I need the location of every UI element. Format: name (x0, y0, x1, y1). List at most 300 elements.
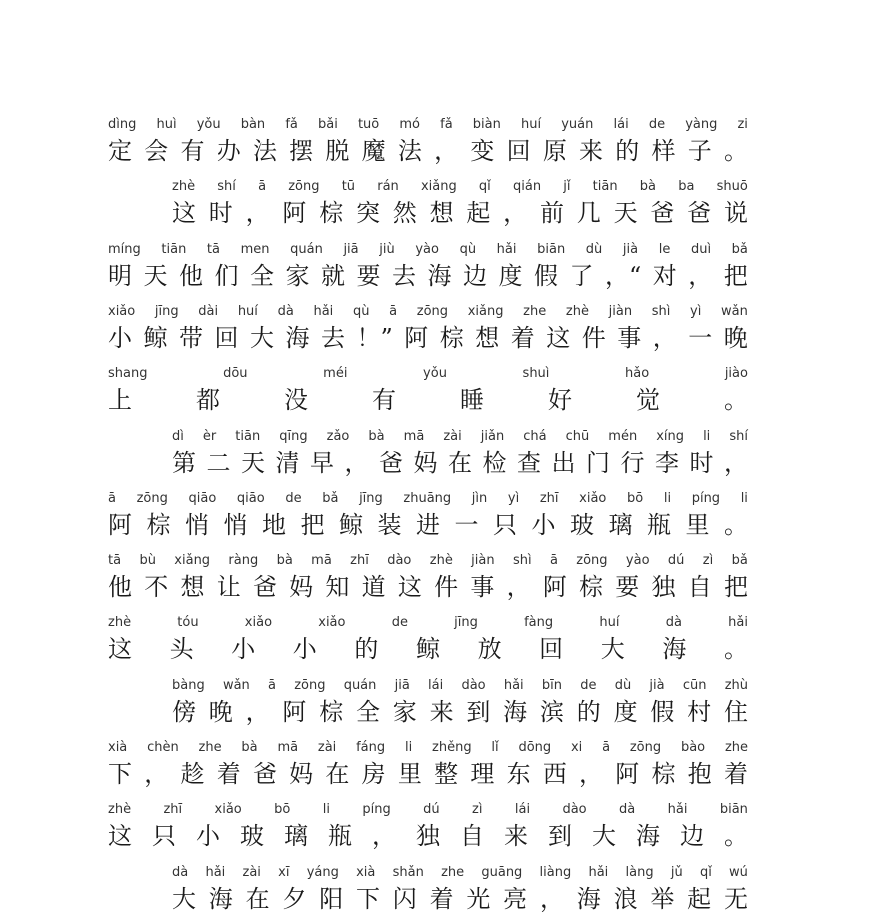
hanzi-char: 棕 (439, 323, 464, 352)
hanzi-char: 晚 (723, 323, 748, 352)
pinyin-syllable: shuì (522, 366, 550, 382)
hanzi-char: ， (724, 448, 748, 477)
pinyin-syllable: xiǎo (244, 615, 273, 631)
pinyin-syllable: bà (276, 553, 293, 569)
hanzi-char: 道 (361, 573, 386, 602)
hanzi-char: 爸 (252, 760, 277, 788)
hanzi-char: ， (506, 573, 531, 602)
pinyin-syllable: huì (156, 117, 177, 132)
hanzi-char: 独 (416, 822, 440, 851)
hanzi-char: 举 (650, 884, 675, 913)
hanzi-char: 小 (292, 635, 317, 664)
pinyin-syllable: shì (512, 553, 532, 569)
hanzi-char: 大 (600, 635, 625, 664)
hanzi-char: 这 (546, 323, 571, 352)
hanzi-char: 阿 (282, 199, 307, 228)
hanzi-char: 棕 (319, 697, 344, 726)
pinyin-syllable: ba (678, 179, 695, 195)
hanzi-char: 瓶 (328, 822, 352, 851)
pinyin-syllable: bīn (541, 677, 562, 693)
pinyin-syllable: zhè (429, 553, 453, 569)
pinyin-syllable: tiān (161, 241, 187, 257)
hanzi-char: 东 (506, 760, 531, 788)
pinyin-syllable: mā (403, 428, 425, 444)
hanzi-char: 悄 (185, 510, 209, 539)
pinyin-syllable: xiǎo (318, 615, 346, 631)
hanzi-char: 样 (651, 137, 676, 165)
pinyin-syllable: jiā (394, 677, 410, 693)
pinyin-syllable: bàng (172, 677, 205, 693)
hanzi-char: 知 (325, 573, 350, 602)
hanzi-char: 想 (475, 323, 500, 352)
pinyin-syllable: bà (241, 740, 258, 755)
pinyin-syllable: wǎn (721, 303, 748, 319)
pinyin-syllable: ā (268, 677, 276, 693)
hanzi-char: 子 (687, 137, 712, 165)
pinyin-syllable: qīng (279, 428, 308, 444)
pinyin-syllable: lái (613, 117, 629, 132)
hanzi-char: 有 (372, 386, 396, 415)
hanzi-char: 光 (466, 884, 491, 913)
hanzi-char: 放 (477, 635, 502, 664)
pinyin-syllable: dào (387, 553, 412, 569)
pinyin-syllable: shǎn (392, 864, 424, 880)
pinyin-syllable: zi (737, 117, 748, 132)
hanzi-char: 原 (542, 137, 567, 165)
pinyin-syllable: yào (625, 553, 650, 569)
hanzi-char: 浪 (613, 884, 638, 913)
hanzi-char: 来 (429, 697, 454, 726)
hanzi-char: 夕 (282, 884, 307, 913)
hanzi-row (108, 632, 748, 666)
pinyin-syllable: men (240, 241, 270, 257)
pinyin-syllable: bà (639, 179, 656, 195)
pinyin-syllable: liàng (539, 864, 572, 880)
hanzi-char: 这 (397, 573, 422, 602)
hanzi-char: 自 (460, 822, 484, 851)
pinyin-syllable: hǎi (496, 241, 517, 257)
hanzi-char: 在 (448, 448, 472, 477)
pinyin-syllable: li (404, 740, 413, 755)
hanzi-char: 滨 (539, 697, 564, 726)
hanzi-char: 全 (355, 697, 380, 726)
pinyin-syllable: chèn (147, 740, 179, 755)
pinyin-syllable: huí (237, 303, 258, 319)
text-line (108, 365, 748, 417)
hanzi-char: 大 (592, 822, 616, 851)
pinyin-syllable: zì (472, 802, 483, 818)
hanzi-char: 然 (392, 199, 417, 228)
pinyin-syllable: zhè (565, 303, 589, 319)
text-line (108, 552, 748, 604)
pinyin-syllable: zōng (288, 179, 320, 195)
hanzi-char: 小 (231, 635, 256, 664)
pinyin-syllable: yǒu (196, 117, 221, 132)
hanzi-char: 起 (466, 199, 491, 228)
pinyin-syllable: jiā (343, 241, 359, 257)
pinyin-syllable: zǎo (326, 428, 350, 444)
hanzi-char: 。 (723, 137, 748, 165)
hanzi-char: 回 (506, 137, 531, 165)
pinyin-syllable: xiǎng (174, 553, 211, 569)
hanzi-char: 下 (355, 884, 380, 913)
pinyin-syllable: jiù (379, 241, 395, 257)
hanzi-char: 妈 (289, 760, 314, 788)
hanzi-row (108, 508, 748, 542)
hanzi-char: 明 (108, 261, 132, 290)
hanzi-char: 假 (650, 697, 675, 726)
pinyin-syllable: huí (599, 615, 620, 631)
hanzi-char: 全 (250, 261, 274, 290)
pinyin-syllable: zhī (163, 802, 183, 818)
pinyin-syllable: biān (719, 802, 748, 818)
hanzi-char: 让 (216, 573, 241, 602)
hanzi-char: 起 (687, 884, 712, 913)
hanzi-char: 要 (356, 261, 381, 290)
hanzi-char: 阿 (542, 573, 567, 602)
pinyin-syllable: shí (729, 428, 748, 444)
pinyin-syllable: xiǎng (467, 303, 504, 319)
pinyin-syllable: dà (277, 303, 294, 319)
pinyin-syllable: tā (206, 241, 220, 257)
pinyin-syllable: dài (198, 303, 219, 319)
pinyin-row (108, 116, 748, 134)
hanzi-char: 说 (723, 199, 748, 228)
hanzi-char: 傍 (172, 697, 196, 726)
pinyin-syllable: de (285, 490, 302, 506)
hanzi-char: 法 (252, 137, 277, 165)
pinyin-syllable: xià (356, 864, 376, 880)
pinyin-syllable: hǎi (728, 615, 748, 631)
hanzi-char: 晚 (208, 697, 233, 726)
hanzi-char: 爸 (252, 573, 277, 602)
pinyin-syllable: zài (317, 740, 337, 755)
hanzi-char: 小 (531, 510, 556, 539)
hanzi-char: 棕 (146, 510, 171, 539)
pinyin-syllable: dào (562, 802, 587, 818)
pinyin-syllable: lái (514, 802, 531, 818)
hanzi-char: 的 (615, 137, 640, 165)
pinyin-syllable: dìng (108, 117, 137, 132)
pinyin-syllable: zhuāng (403, 490, 452, 506)
hanzi-char: 去 (392, 261, 416, 290)
pinyin-syllable: xi (570, 740, 583, 755)
pinyin-row (108, 614, 748, 632)
pinyin-syllable: qǐ (478, 179, 491, 195)
hanzi-char: ，“ (605, 261, 642, 290)
pinyin-syllable: tiān (592, 179, 618, 195)
hanzi-char: 爸 (687, 199, 712, 228)
pinyin-syllable: dù (614, 677, 632, 693)
hanzi-char: 进 (416, 510, 440, 539)
hanzi-row (108, 321, 748, 355)
hanzi-char: 带 (179, 323, 203, 352)
hanzi-char: 假 (534, 261, 558, 290)
pinyin-syllable: bǎ (731, 553, 748, 569)
pinyin-syllable: chá (523, 428, 547, 444)
pinyin-syllable: shì (651, 303, 671, 319)
hanzi-char: 的 (354, 635, 379, 664)
pinyin-syllable: xiǎo (214, 802, 242, 818)
text-line (108, 241, 748, 293)
hanzi-char: 李 (655, 448, 679, 477)
hanzi-char: 回 (539, 635, 564, 664)
hanzi-char: 前 (539, 199, 564, 228)
pinyin-syllable: zhe (523, 303, 547, 319)
pinyin-syllable: qiāo (236, 490, 265, 506)
hanzi-char: 想 (429, 199, 454, 228)
hanzi-char: 只 (152, 822, 176, 851)
pinyin-syllable: hǎi (313, 303, 334, 319)
pinyin-syllable: bào (680, 740, 706, 755)
hanzi-row (108, 757, 748, 791)
pinyin-syllable: jīng (359, 490, 383, 506)
pinyin-syllable: duì (690, 241, 712, 257)
hanzi-char: 出 (551, 448, 576, 477)
hanzi-char: 都 (196, 386, 220, 415)
pinyin-syllable: zōng (576, 553, 608, 569)
pinyin-syllable: dú (423, 802, 440, 818)
hanzi-char: 度 (498, 261, 523, 290)
pinyin-syllable: xiǎng (420, 179, 457, 195)
hanzi-char: 对 (652, 261, 677, 290)
pinyin-syllable: yáng (306, 864, 339, 880)
hanzi-char: 一 (688, 323, 713, 352)
pinyin-row (108, 801, 748, 819)
pinyin-syllable: èr (202, 428, 217, 444)
pinyin-syllable: hǎi (503, 677, 524, 693)
hanzi-char: 早 (310, 448, 334, 477)
pinyin-syllable: bō (627, 490, 644, 506)
hanzi-char: 脱 (325, 137, 350, 165)
hanzi-char: 无 (723, 884, 748, 913)
pinyin-row (108, 365, 748, 383)
hanzi-char: 海 (636, 822, 660, 851)
hanzi-char: 家 (285, 261, 310, 290)
text-line (172, 677, 748, 729)
pinyin-syllable: de (391, 615, 408, 631)
hanzi-char: 鲸 (415, 635, 440, 664)
hanzi-char: 阿 (404, 323, 429, 352)
pinyin-row (108, 241, 748, 259)
hanzi-char: 玻 (570, 510, 594, 539)
pinyin-syllable: yì (507, 490, 520, 506)
pinyin-syllable: li (663, 490, 672, 506)
hanzi-char: ， (245, 697, 270, 726)
pinyin-syllable: quán (290, 241, 323, 257)
hanzi-char: 阿 (615, 760, 640, 788)
pinyin-syllable: li (322, 802, 330, 818)
text-line (108, 303, 748, 355)
pinyin-syllable: biàn (472, 117, 501, 132)
hanzi-char: 时 (689, 448, 714, 477)
hanzi-char: 在 (245, 884, 270, 913)
pinyin-syllable: bō (274, 802, 291, 818)
hanzi-char: ， (503, 199, 528, 228)
pinyin-syllable: mén (608, 428, 638, 444)
pinyin-syllable: fáng (356, 740, 386, 755)
hanzi-char: 要 (615, 573, 640, 602)
pinyin-syllable: mā (311, 553, 332, 569)
hanzi-char: 他 (179, 261, 203, 290)
hanzi-char: 大 (172, 884, 196, 913)
pinyin-syllable: dà (172, 864, 189, 880)
pinyin-syllable: dà (665, 615, 682, 631)
text-line (108, 739, 748, 791)
hanzi-char: 把 (723, 261, 748, 290)
text-line (108, 801, 748, 853)
hanzi-char: 变 (470, 137, 495, 165)
hanzi-char: 下 (108, 760, 132, 788)
hanzi-char: 门 (586, 448, 610, 477)
pinyin-row (172, 864, 748, 882)
hanzi-char: 玻 (240, 822, 264, 851)
hanzi-char: 抱 (687, 760, 712, 788)
pinyin-syllable: huí (521, 117, 542, 132)
hanzi-char: 着 (429, 884, 454, 913)
hanzi-char: 地 (262, 510, 286, 539)
pinyin-syllable: jìn (471, 490, 488, 506)
pinyin-syllable: shí (217, 179, 236, 195)
hanzi-char: 了 (569, 261, 594, 290)
hanzi-char: ， (245, 199, 270, 228)
hanzi-char: 独 (651, 573, 676, 602)
pinyin-syllable: jiàn (471, 553, 495, 569)
hanzi-char: 海 (576, 884, 601, 913)
hanzi-char: 西 (542, 760, 567, 788)
pinyin-syllable: de (580, 677, 597, 693)
pinyin-syllable: jiào (724, 366, 748, 382)
hanzi-char: 会 (144, 137, 169, 165)
pinyin-syllable: fǎ (285, 117, 298, 132)
pinyin-row (108, 552, 748, 570)
pinyin-syllable: làng (625, 864, 654, 880)
hanzi-char: 事 (470, 573, 495, 602)
hanzi-char: 小 (108, 323, 132, 352)
hanzi-char: ， (539, 884, 564, 913)
hanzi-char: 。 (724, 386, 748, 415)
pinyin-syllable: tā (108, 553, 122, 569)
pinyin-syllable: qǐ (699, 864, 712, 880)
hanzi-char: 一 (454, 510, 479, 539)
pinyin-syllable: zhī (350, 553, 369, 569)
pinyin-syllable: ā (108, 490, 116, 506)
pinyin-syllable: jià (622, 241, 639, 257)
hanzi-char: 。 (724, 822, 748, 851)
pinyin-syllable: ràng (228, 553, 259, 569)
pinyin-syllable: jǐ (563, 179, 571, 195)
hanzi-char: 回 (214, 323, 239, 352)
hanzi-char: 检 (482, 448, 507, 477)
hanzi-char: 着 (510, 323, 535, 352)
pinyin-syllable: zōng (629, 740, 662, 755)
hanzi-char: 海 (208, 884, 233, 913)
hanzi-char: 时 (208, 199, 233, 228)
pinyin-syllable: ā (389, 303, 398, 319)
pinyin-syllable: píng (362, 802, 391, 818)
hanzi-char: 的 (576, 697, 601, 726)
hanzi-char: 查 (517, 448, 541, 477)
hanzi-char: 瓶 (647, 510, 671, 539)
pinyin-syllable: bù (139, 553, 156, 569)
pinyin-syllable: zhè (108, 615, 132, 631)
hanzi-char: 鲸 (143, 323, 168, 352)
hanzi-row (172, 196, 748, 230)
hanzi-char: 阿 (282, 697, 307, 726)
hanzi-char: 村 (687, 697, 712, 726)
hanzi-char: 棕 (651, 760, 676, 788)
hanzi-char: 就 (321, 261, 345, 290)
hanzi-char: 睡 (460, 386, 484, 415)
hanzi-char: 阿 (108, 510, 132, 539)
pinyin-syllable: yào (415, 241, 439, 257)
pinyin-syllable: tuō (357, 117, 380, 132)
pinyin-syllable: rán (377, 179, 399, 195)
text-line (172, 864, 748, 916)
hanzi-char: 法 (397, 137, 422, 165)
hanzi-char: 几 (576, 199, 601, 228)
pinyin-syllable: zhī (539, 490, 559, 506)
text-line (172, 428, 748, 480)
pinyin-syllable: bǎ (322, 490, 339, 506)
pinyin-syllable: jīng (454, 615, 478, 631)
pinyin-syllable: yuán (561, 117, 594, 132)
hanzi-char: 海 (285, 323, 310, 352)
pinyin-row (172, 428, 748, 446)
pinyin-syllable: fàng (524, 615, 554, 631)
pinyin-syllable: cūn (682, 677, 707, 693)
hanzi-char: 大 (250, 323, 274, 352)
pinyin-syllable: quán (343, 677, 377, 693)
hanzi-char: 海 (662, 635, 687, 664)
hanzi-char: 没 (284, 386, 308, 415)
hanzi-char: 定 (108, 137, 132, 165)
hanzi-char: 趁 (180, 760, 205, 788)
hanzi-char: 件 (434, 573, 459, 602)
hanzi-char: 海 (427, 261, 452, 290)
hanzi-char: ， (434, 137, 459, 165)
pinyin-syllable: biān (537, 241, 566, 257)
hanzi-char: 整 (434, 760, 459, 788)
hanzi-char: 把 (723, 573, 748, 602)
hanzi-char: 摆 (289, 137, 314, 165)
pinyin-syllable: dì (172, 428, 184, 444)
hanzi-char: ， (344, 448, 369, 477)
hanzi-char: 天 (613, 199, 638, 228)
hanzi-char: 着 (216, 760, 241, 788)
hanzi-row (172, 695, 748, 729)
hanzi-char: 。 (723, 635, 748, 664)
hanzi-char: 二 (206, 448, 231, 477)
pinyin-syllable: yì (690, 303, 702, 319)
pinyin-syllable: chū (565, 428, 590, 444)
hanzi-char: 。 (724, 510, 748, 539)
pinyin-syllable: zōng (136, 490, 168, 506)
pinyin-syllable: wú (729, 864, 748, 880)
pinyin-row (108, 490, 748, 508)
hanzi-char: 上 (108, 386, 132, 415)
pinyin-syllable: qián (512, 179, 542, 195)
hanzi-char: 到 (466, 697, 491, 726)
hanzi-char: 悄 (223, 510, 248, 539)
hanzi-char: 办 (216, 137, 241, 165)
pinyin-syllable: lǐ (491, 740, 499, 755)
hanzi-char: 去 (321, 323, 345, 352)
hanzi-char: 把 (300, 510, 325, 539)
hanzi-char: 在 (325, 760, 350, 788)
hanzi-char: 棕 (579, 573, 604, 602)
pinyin-syllable: bàn (240, 117, 266, 132)
